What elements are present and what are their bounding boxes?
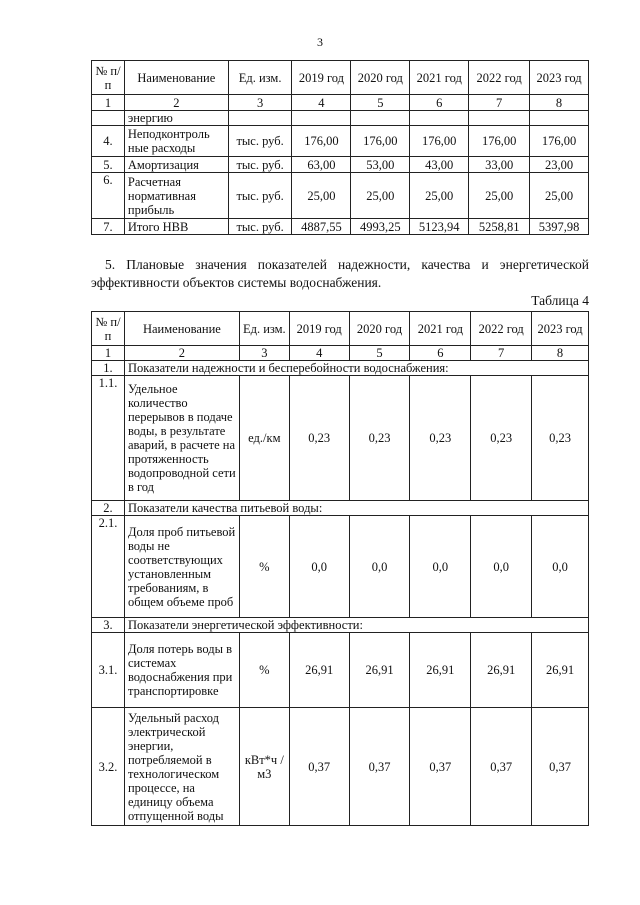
- table-row: [92, 173, 589, 219]
- table-row: [92, 126, 589, 157]
- index-cell: 6: [410, 346, 471, 361]
- value-cell: 26,91: [349, 633, 410, 708]
- header-cell: 2021 год: [410, 312, 471, 346]
- indicators-table: [91, 311, 589, 826]
- empty-cell: [92, 111, 125, 126]
- index-cell: 5: [351, 95, 410, 111]
- row-number: 2.1.: [92, 516, 125, 618]
- table-row: [92, 376, 589, 501]
- empty-cell: [530, 111, 589, 126]
- header-cell: 2023 год: [532, 312, 589, 346]
- header-cell: 2022 год: [471, 312, 532, 346]
- value-cell: 0,0: [471, 516, 532, 618]
- header-cell: 2021 год: [410, 61, 469, 95]
- value-cell: 25,00: [530, 173, 589, 219]
- table-header-row: [92, 312, 589, 346]
- row-unit: тыс. руб.: [228, 219, 292, 235]
- section-row: [92, 501, 589, 516]
- row-unit: кВт*ч /м3: [239, 708, 289, 826]
- index-cell: 7: [471, 346, 532, 361]
- empty-cell: [410, 111, 469, 126]
- row-number: 5.: [92, 157, 125, 173]
- row-name: Расчетная нормативная прибыль: [124, 173, 228, 219]
- row-name: Удельный расход электрической энергии, потребляемой в технологическом процессе, на единицу объема отпущенной воды: [124, 708, 239, 826]
- index-cell: 8: [532, 346, 589, 361]
- empty-cell: [469, 111, 530, 126]
- section-title: Показатели надежности и бесперебойности водоснабжения:: [124, 361, 588, 376]
- value-cell: 4993,25: [351, 219, 410, 235]
- costs-table: [91, 60, 589, 235]
- table-row: [92, 708, 589, 826]
- value-cell: 26,91: [289, 633, 349, 708]
- value-cell: 176,00: [351, 126, 410, 157]
- section-row: [92, 361, 589, 376]
- row-name: Доля потерь воды в системах водоснабжения при транспортировке: [124, 633, 239, 708]
- section-title: Показатели качества питьевой воды:: [124, 501, 588, 516]
- empty-cell: [292, 111, 351, 126]
- value-cell: 0,23: [410, 376, 471, 501]
- value-cell: 25,00: [410, 173, 469, 219]
- empty-cell: [351, 111, 410, 126]
- index-cell: 2: [124, 95, 228, 111]
- row-name: Неподконтроль ные расходы: [124, 126, 228, 157]
- table-row: [92, 157, 589, 173]
- value-cell: 43,00: [410, 157, 469, 173]
- header-cell: 2022 год: [469, 61, 530, 95]
- header-cell: 2020 год: [349, 312, 410, 346]
- value-cell: 0,23: [532, 376, 589, 501]
- empty-cell: [228, 111, 292, 126]
- value-cell: 25,00: [292, 173, 351, 219]
- value-cell: 23,00: [530, 157, 589, 173]
- row-name: Доля проб питьевой воды не соответствующих установленным требованиям, в общем объеме проб: [124, 516, 239, 618]
- value-cell: 0,37: [471, 708, 532, 826]
- value-cell: 53,00: [351, 157, 410, 173]
- value-cell: 176,00: [292, 126, 351, 157]
- table-row: [92, 516, 589, 618]
- row-number: 6.: [92, 173, 125, 219]
- header-cell: 2023 год: [530, 61, 589, 95]
- value-cell: 25,00: [469, 173, 530, 219]
- row-name: энергию: [124, 111, 228, 126]
- row-unit: тыс. руб.: [228, 157, 292, 173]
- section-row: [92, 618, 589, 633]
- value-cell: 26,91: [471, 633, 532, 708]
- value-cell: 0,0: [532, 516, 589, 618]
- value-cell: 0,23: [349, 376, 410, 501]
- value-cell: 4887,55: [292, 219, 351, 235]
- index-cell: 7: [469, 95, 530, 111]
- page-number: 3: [317, 35, 323, 49]
- value-cell: 33,00: [469, 157, 530, 173]
- section-number: 2.: [92, 501, 125, 516]
- row-number: 3.2.: [92, 708, 125, 826]
- value-cell: 0,0: [289, 516, 349, 618]
- value-cell: 176,00: [469, 126, 530, 157]
- section-number: 1.: [92, 361, 125, 376]
- table-row: [92, 219, 589, 235]
- value-cell: 0,37: [289, 708, 349, 826]
- header-cell: 2019 год: [289, 312, 349, 346]
- value-cell: 176,00: [410, 126, 469, 157]
- header-cell: № п/п: [92, 61, 125, 95]
- row-number: 7.: [92, 219, 125, 235]
- row-unit: %: [239, 516, 289, 618]
- value-cell: 5258,81: [469, 219, 530, 235]
- table-header-row: [92, 61, 589, 95]
- row-name: Итого НВВ: [124, 219, 228, 235]
- header-cell: Наименование: [124, 312, 239, 346]
- table-row: [92, 633, 589, 708]
- value-cell: 176,00: [530, 126, 589, 157]
- header-cell: Ед. изм.: [239, 312, 289, 346]
- index-cell: 3: [228, 95, 292, 111]
- row-number: 4.: [92, 126, 125, 157]
- value-cell: 26,91: [410, 633, 471, 708]
- value-cell: 0,0: [349, 516, 410, 618]
- row-unit: тыс. руб.: [228, 126, 292, 157]
- table-row: [92, 111, 589, 126]
- value-cell: 0,37: [410, 708, 471, 826]
- row-number: 3.1.: [92, 633, 125, 708]
- header-cell: № п/п: [92, 312, 125, 346]
- value-cell: 0,23: [471, 376, 532, 501]
- value-cell: 25,00: [351, 173, 410, 219]
- header-cell: Ед. изм.: [228, 61, 292, 95]
- index-cell: 1: [92, 95, 125, 111]
- index-cell: 3: [239, 346, 289, 361]
- value-cell: 5397,98: [530, 219, 589, 235]
- index-cell: 8: [530, 95, 589, 111]
- index-cell: 5: [349, 346, 410, 361]
- header-cell: Наименование: [124, 61, 228, 95]
- row-number: 1.1.: [92, 376, 125, 501]
- index-cell: 4: [292, 95, 351, 111]
- value-cell: 63,00: [292, 157, 351, 173]
- value-cell: 0,37: [349, 708, 410, 826]
- section-paragraph: 5. Плановые значения показателей надежности, качества и энергетической эффективности объектов системы водоснабжения.: [91, 257, 589, 290]
- value-cell: 5123,94: [410, 219, 469, 235]
- index-cell: 1: [92, 346, 125, 361]
- index-cell: 2: [124, 346, 239, 361]
- table-caption: Таблица 4: [531, 293, 589, 308]
- index-cell: 6: [410, 95, 469, 111]
- section-title: Показатели энергетической эффективности:: [124, 618, 588, 633]
- value-cell: 0,0: [410, 516, 471, 618]
- row-name: Амортизация: [124, 157, 228, 173]
- index-row: [92, 346, 589, 361]
- header-cell: 2019 год: [292, 61, 351, 95]
- value-cell: 0,37: [532, 708, 589, 826]
- index-cell: 4: [289, 346, 349, 361]
- index-row: [92, 95, 589, 111]
- row-unit: ед./км: [239, 376, 289, 501]
- header-cell: 2020 год: [351, 61, 410, 95]
- value-cell: 0,23: [289, 376, 349, 501]
- row-name: Удельное количество перерывов в подаче воды, в результате аварий, в расчете на протяженность водопроводной сети в год: [124, 376, 239, 501]
- value-cell: 26,91: [532, 633, 589, 708]
- section-number: 3.: [92, 618, 125, 633]
- row-unit: %: [239, 633, 289, 708]
- row-unit: тыс. руб.: [228, 173, 292, 219]
